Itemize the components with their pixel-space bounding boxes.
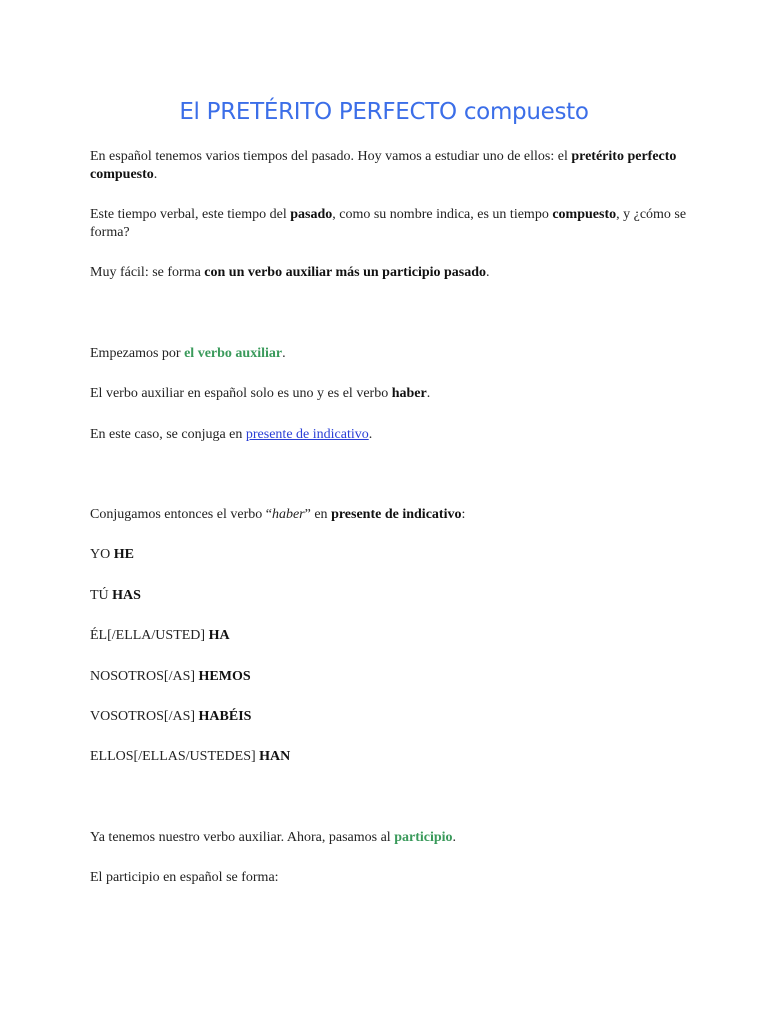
text: . [452,830,457,845]
text: Este tiempo verbal, este tiempo del [90,207,291,222]
definition-paragraph [90,206,690,242]
participle-intro-paragraph [90,829,690,847]
conjugation-mode-paragraph [90,426,690,444]
verb-form: HA [208,628,230,643]
text: : [461,507,466,522]
verb-form: HE [113,547,134,562]
text: . [486,265,490,280]
pronoun: VOSOTROS[/AS] [90,709,199,724]
bold-term: presente de indicativo [331,507,462,522]
bold-term: pasado [290,207,333,222]
verb-form: HABÉIS [198,709,252,724]
text: Muy fácil: se forma [90,265,205,280]
intro-paragraph [90,148,690,184]
pronoun: ELLOS[/ELLAS/USTEDES] [90,749,260,764]
pronoun: TÚ [90,588,113,603]
highlight-term: participio [394,830,453,845]
bold-term: con un verbo auxiliar más un participio pasado [204,265,487,280]
haber-paragraph [90,385,690,403]
text: El participio en español se forma: [90,870,279,885]
text: , y ¿cómo se forma? [90,207,687,240]
verb-form: HAN [259,749,291,764]
page-title: El PRETÉRITO PERFECTO compuesto [179,99,589,125]
highlight-term: el verbo auxiliar [184,346,283,361]
conjugation-row [90,627,690,645]
text: En español tenemos varios tiempos del pasado. Hoy vamos a estudiar uno de ellos: el [90,149,572,164]
text: El verbo auxiliar en español solo es uno y es el verbo [90,386,392,401]
text: Conjugamos entonces el verbo “ [90,507,272,522]
text: Ya tenemos nuestro verbo auxiliar. Ahora, pasamos al [90,830,395,845]
pronoun: ÉL[/ELLA/USTED] [90,628,209,643]
text: Empezamos por [90,346,185,361]
bold-term: compuesto [552,207,617,222]
verb-form: HAS [112,588,141,603]
conjugate-intro-paragraph [90,506,690,524]
text: En este caso, se conjuga en [90,427,246,442]
bold-term: haber [391,386,427,401]
conjugation-row [90,587,690,605]
conjugation-row [90,708,690,726]
conjugation-row [90,748,690,766]
conjugation-row [90,546,690,564]
auxiliary-intro-paragraph [90,345,690,363]
text: . [153,167,158,182]
presente-indicativo-link[interactable]: presente de indicativo [245,427,369,442]
pronoun: NOSOTROS[/AS] [90,669,199,684]
verb-form: HEMOS [198,669,251,684]
text: ” en [304,507,332,522]
text: . [368,427,373,442]
pronoun: YO [90,547,114,562]
italic-verb: haber [271,507,305,522]
text: , como su nombre indica, es un tiempo [332,207,553,222]
text: . [426,386,431,401]
text: . [282,346,286,361]
conjugation-row [90,668,690,686]
participle-formation-paragraph [90,869,690,887]
formation-paragraph [90,264,690,282]
bold-term: pretérito perfecto compuesto [90,149,677,182]
